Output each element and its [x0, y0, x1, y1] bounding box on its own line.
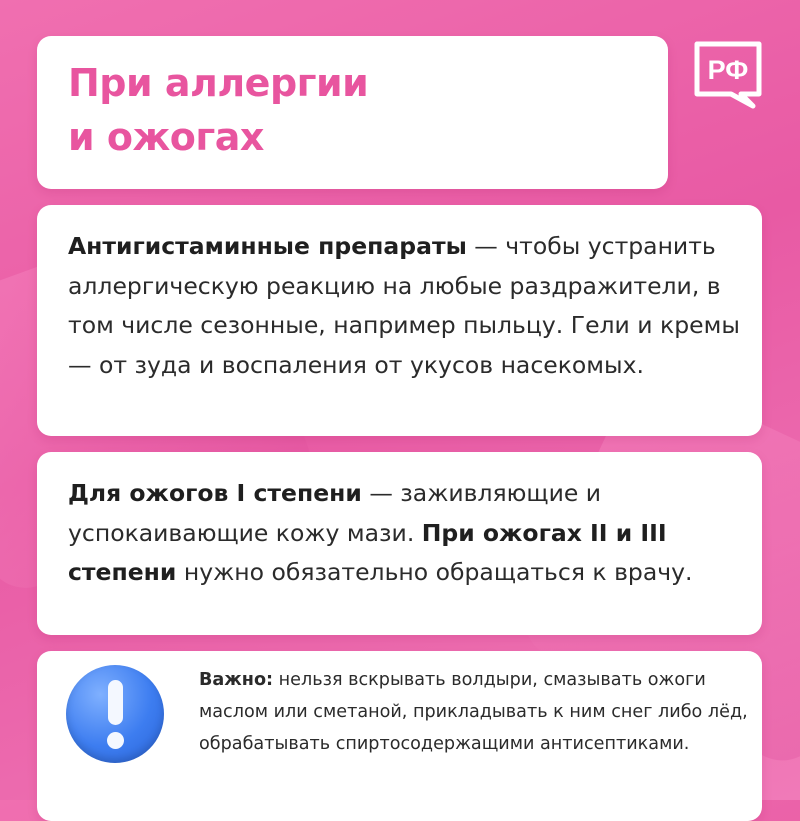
warning-text: [199, 664, 748, 760]
antihistamine-card: [37, 205, 762, 436]
page-title: [68, 56, 368, 164]
antihistamine-text: [68, 227, 742, 385]
title-line-1: При аллергии: [68, 61, 369, 105]
burns-text: [68, 474, 742, 593]
title-line-2: и ожогах: [68, 115, 264, 159]
burns-first-degree-description: — заживляющие и успокаивающие кожу мази.: [68, 479, 602, 547]
warning-card: [37, 651, 762, 821]
antihistamine-heading: Антигистаминные препараты: [68, 232, 467, 260]
warning-description: нельзя вскрывать волдыри, смазывать ожоги маслом или сметаной, прикладывать к ним снег либо лёд, обрабатывать спиртосодержащими антисептиками.: [199, 670, 748, 754]
logo-text: РФ: [707, 55, 749, 85]
exclamation-icon: [66, 665, 164, 763]
speech-bubble-icon: [693, 40, 763, 112]
burns-severe-description: нужно обязательно обращаться к врачу.: [176, 558, 693, 586]
burns-first-degree-heading: Для ожогов I степени: [68, 479, 362, 507]
burns-severe-heading: При ожогах II и III степени: [68, 518, 667, 586]
rf-logo: [693, 40, 763, 112]
antihistamine-description: — чтобы устранить аллергическую реакцию на любые раздражители, в том числе сезонные, например пыльцу. Гели и кремы — от зуда и воспаления от укусов насекомых.: [68, 232, 740, 379]
title-card: [37, 36, 668, 189]
warning-label: Важно:: [199, 670, 274, 690]
burns-card: [37, 452, 762, 635]
